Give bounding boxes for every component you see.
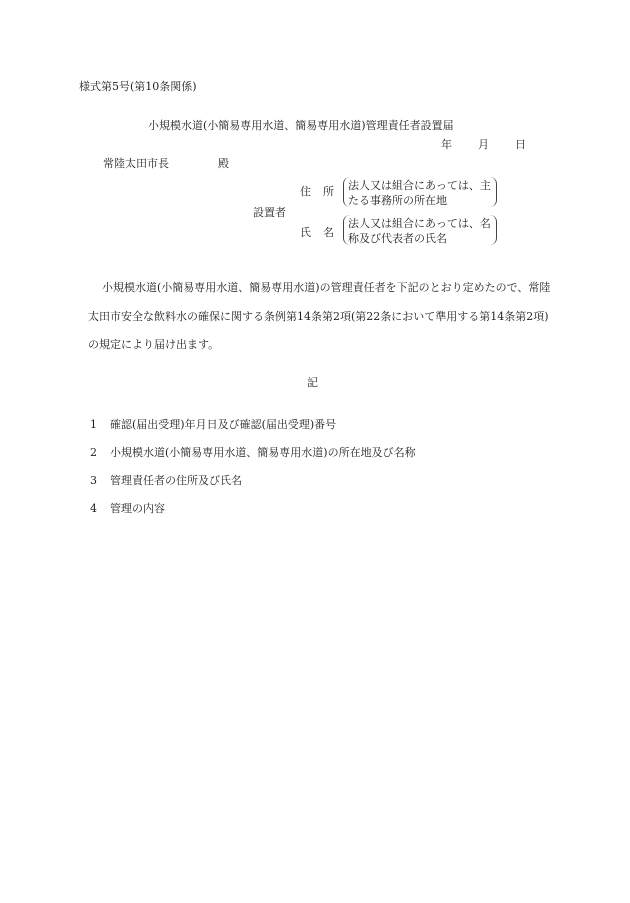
body-paragraph: 小規模水道(小簡易専用水道、簡易専用水道)の管理責任者を下記のとおり定めたので、常陸太田市安全な飲料水の確保に関する条例第14条第2項(第22条において準用する第14条第2項)の規定により届け出ます。 xyxy=(88,281,551,351)
ki-heading: 記 xyxy=(307,376,318,389)
list-item xyxy=(90,418,336,431)
list-item xyxy=(90,502,165,515)
item-text: 管理責任者の住所及び氏名 xyxy=(110,474,242,487)
item-number: 2 xyxy=(90,446,97,459)
addressee-honorific: 殿 xyxy=(218,157,229,170)
addressee xyxy=(103,157,229,170)
date-day-label: 日 xyxy=(515,138,526,151)
item-text: 小規模水道(小簡易専用水道、簡易専用水道)の所在地及び名称 xyxy=(110,446,416,459)
document-title: 小規模水道(小簡易専用水道、簡易専用水道)管理責任者設置届 xyxy=(148,119,454,132)
date-year-label: 年 xyxy=(441,138,452,151)
address-note: 法人又は組合にあっては、主たる事務所の所在地 xyxy=(348,179,491,207)
name-note: 法人又は組合にあっては、名称及び代表者の氏名 xyxy=(348,217,491,245)
item-text: 管理の内容 xyxy=(110,502,165,515)
item-text: 確認(届出受理)年月日及び確認(届出受理)番号 xyxy=(110,418,337,431)
name-note-bracket xyxy=(343,215,497,245)
list-item xyxy=(90,446,416,459)
address-note-bracket xyxy=(343,177,497,207)
item-number: 3 xyxy=(90,474,97,487)
date-row xyxy=(441,138,526,151)
submitter-label: 設置者 xyxy=(253,206,286,219)
date-month-label: 月 xyxy=(478,138,489,151)
list-item xyxy=(90,474,242,487)
addressee-name: 常陸太田市長 xyxy=(103,157,169,170)
item-number: 1 xyxy=(90,418,97,431)
address-label: 住 所 xyxy=(300,185,334,198)
item-number: 4 xyxy=(90,502,97,515)
name-label: 氏 名 xyxy=(300,226,334,239)
form-number: 様式第5号(第10条関係) xyxy=(79,80,197,93)
